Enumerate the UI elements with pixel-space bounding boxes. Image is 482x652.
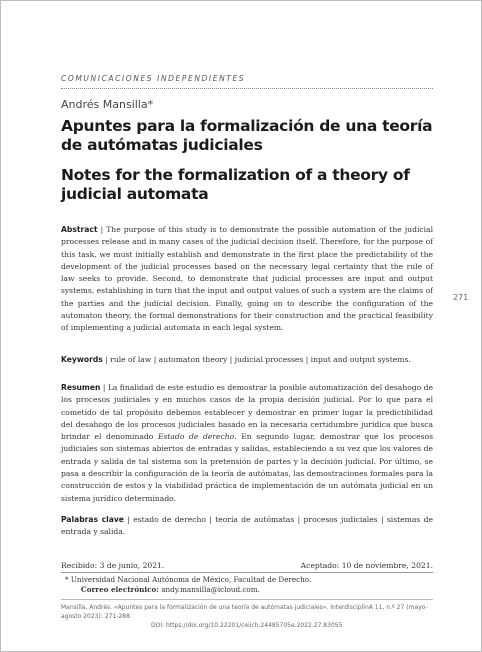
palabras-clave-text: estado de derecho | teoría de autómatas | procesos judiciales | sistemas de entrada y salida. bbox=[61, 515, 433, 537]
abstract-label: Abstract bbox=[61, 225, 98, 234]
title-english: Notes for the formalization of a theory of judicial automata bbox=[61, 166, 410, 203]
header-rule bbox=[61, 88, 433, 89]
accepted-date: Aceptado: 10 de noviembre, 2021. bbox=[300, 561, 433, 570]
resumen-separator: | bbox=[100, 383, 108, 392]
resumen-text-2: . En segundo lugar, demostrar que los procesos judiciales son sistemas abiertos de entradas y salidas, estableciendo a su vez que los valores de entrada y salida de tal sistema son la pretensión de partes y la decisión judicial. Por último, se pasa a describir la configuración de la teoría de autómatas, las demostraciones formales para la construcción de estos y la viabilidad práctica de implementación de un autómata judicial en un sistema jurídico determinado. bbox=[61, 432, 433, 503]
page-number: 271 bbox=[453, 293, 469, 302]
title-spanish: Apuntes para la formalización de una teoría de autómatas judiciales bbox=[61, 117, 433, 154]
doi-link[interactable]: DOI: https://doi.org/10.22201/ceiich.24485705e.2022.27.83055 bbox=[151, 622, 343, 629]
palabras-clave-line bbox=[61, 514, 433, 539]
footnote-rule bbox=[61, 572, 433, 573]
abstract-paragraph bbox=[61, 224, 433, 335]
resumen-paragraph bbox=[61, 382, 433, 505]
keywords-label: Keywords bbox=[61, 355, 103, 364]
citation-text: Mansilla, Andrés. «Apuntes para la formalización de una teoría de autómatas judiciales». InterdisciplinA 11, n.º 27 (mayo-agosto 2023): 271-288. bbox=[61, 604, 428, 620]
citation-rule bbox=[61, 599, 433, 600]
footnote-email-line bbox=[81, 585, 260, 594]
footnote-affiliation: * Universidad Nacional Autónoma de México, Facultad de Derecho. bbox=[65, 575, 312, 584]
keywords-line bbox=[61, 354, 433, 366]
author-name: Andrés Mansilla* bbox=[61, 98, 154, 111]
resumen-label: Resumen bbox=[61, 383, 101, 392]
keywords-separator: | bbox=[102, 355, 111, 364]
resumen-text-1: La finalidad de este estudio es demostrar la posible automatización del desahogo de los procesos judiciales y en muchos casos de la propia decisión judicial. Por lo que para el cometido de tal propósito debemos establecer y demostrar en primer lugar la predictibilidad del desahogo de los procesos judiciales basado en la necesaria certidumbre jurídica que busca brindar el denominado bbox=[61, 383, 433, 442]
email-label: Correo electrónico: bbox=[81, 585, 159, 594]
email-address[interactable]: andy.mansilla@icloud.com. bbox=[161, 585, 260, 594]
abstract-text: The purpose of this study is to demonstrate the possible automation of the judicial processes release and in many cases of the judicial decision itself. Therefore, for the purpose of this task, we must initially establish and demonstrate in the first place the predictability of the development of the judicial processes based on the necessary legal certainty that the rule of law seeks to provide. Second, to demonstrate that judicial processes are input and output systems, establishing in turn that the input and output values of such a system are the claims of the parties and the judicial decision. Finally, going on to describe the configuration of the automaton theory, the formal demonstrations for their construction and the practical feasibility of implementing a judicial automata in each legal system. bbox=[61, 225, 434, 333]
received-date: Recibido: 3 de junio, 2021. bbox=[61, 561, 165, 570]
keywords-text: rule of law | automaton theory | judicial processes | input and output systems. bbox=[110, 355, 411, 364]
resumen-italic: Estado de derecho bbox=[157, 432, 235, 442]
palabras-clave-separator: | bbox=[123, 515, 134, 524]
section-label: COMUNICACIONES INDEPENDIENTES bbox=[61, 74, 246, 83]
abstract-separator: | bbox=[97, 225, 107, 234]
palabras-clave-label: Palabras clave bbox=[61, 515, 124, 524]
